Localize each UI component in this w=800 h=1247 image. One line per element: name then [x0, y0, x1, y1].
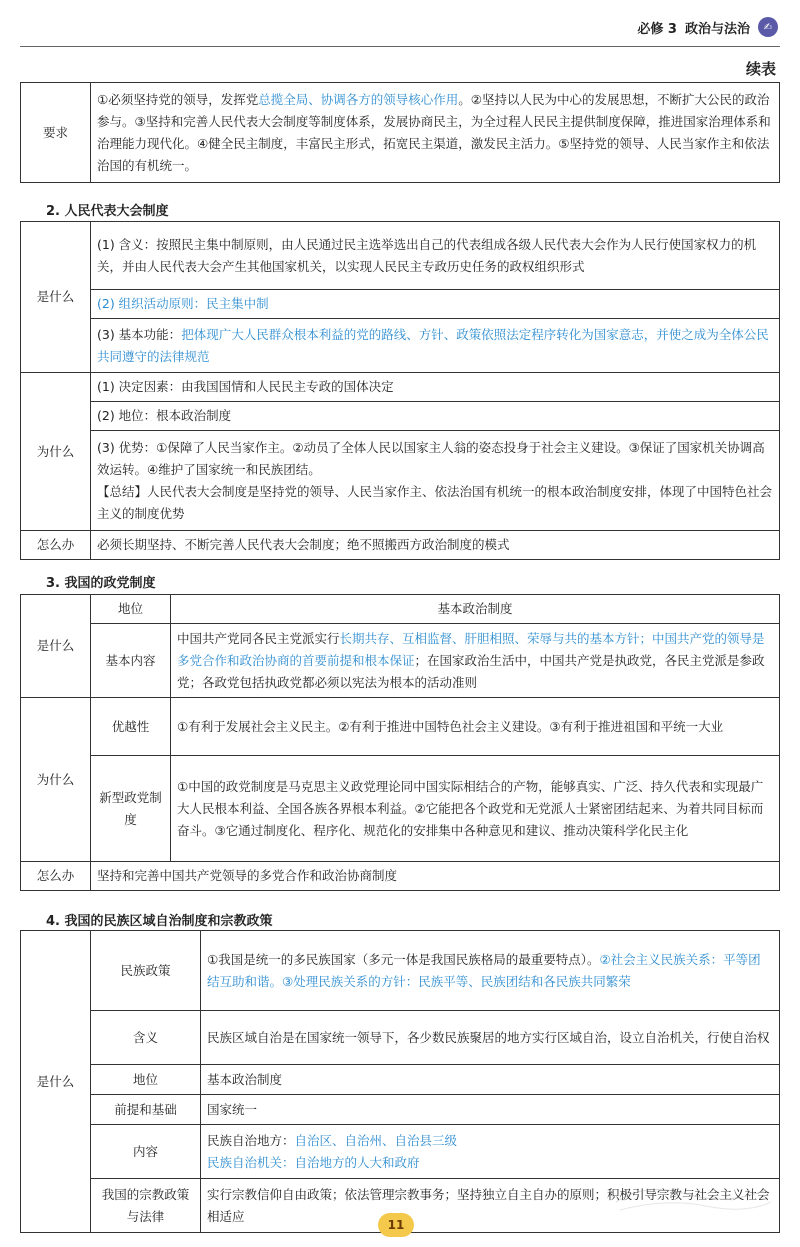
section4-title: 4. 我国的民族区域自治制度和宗教政策: [46, 914, 273, 929]
book-label: 必修 3: [637, 21, 677, 37]
ethnic-pos-text: 基本政治制度: [201, 1065, 780, 1095]
npc-what-label: 是什么: [21, 222, 91, 373]
religion-text: 实行宗教信仰自由政策；依法管理宗教事务；坚持独立自主自办的原则；积极引导宗教与社会主义社会相适应: [201, 1179, 780, 1233]
npc-factor: (1) 决定因素：由我国国情和人民民主专政的国体决定: [91, 373, 780, 402]
ethnic-what-label: 是什么: [21, 931, 91, 1233]
ethnic-content-label: 内容: [91, 1125, 201, 1179]
ethnic-content-text: 民族自治地方：自治区、自治州、自治县三级 民族自治机关：自治地方的人大和政府: [201, 1125, 780, 1179]
npc-table: [20, 221, 780, 560]
ethnic-pre-label: 前提和基础: [91, 1095, 201, 1125]
requirements-table: [20, 82, 780, 183]
npc-why-label: 为什么: [21, 373, 91, 531]
party-what-label: 是什么: [21, 595, 91, 698]
watermark-stamp-icon: [606, 1172, 776, 1220]
book-logo-icon: ✍: [758, 17, 778, 37]
npc-how-label: 怎么办: [21, 531, 91, 560]
party-new-text: ①中国的政党制度是马克思主义政党理论同中国实际相结合的产物，能够真实、广泛、持久代表和实现最广大人民根本利益、全国各族各界根本利益。②它能把各个政党和无党派人士紧密团结起来、为着共同目标而奋斗。③它通过制度化、程序化、规范化的安排集中各种意见和建议、推动决策科学化民主化: [171, 756, 780, 862]
party-system-table: [20, 594, 780, 891]
npc-advantage: (3) 优势：①保障了人民当家作主。②动员了全体人民以国家主人翁的姿态投身于社会主义建设。③保证了国家机关协调高效运转。④维护了国家统一和民族团结。 【总结】人民代表大会制度是坚持党的领导、人民当家作主、依法治国有机统一的根本政治制度安排，体现了中国特色社会主义的制度优势: [91, 431, 780, 531]
religion-label: 我国的宗教政策与法律: [91, 1179, 201, 1233]
ethnic-meaning-text: 民族区域自治是在国家统一领导下，各少数民族聚居的地方实行区域自治，设立自治机关，行使自治权: [201, 1011, 780, 1065]
section3-title: 3. 我国的政党制度: [46, 576, 156, 591]
npc-meaning: (1) 含义：按照民主集中制原则，由人民通过民主选举选出自己的代表组成各级人民代表大会作为人民行使国家权力的机关，并由人民代表大会产生其他国家机关，以实现人民民主专政历史任务的政权组织形式: [91, 222, 780, 290]
section2-title: 2. 人民代表大会制度: [46, 204, 169, 219]
party-how-label: 怎么办: [21, 862, 91, 891]
party-basic-content: 中国共产党同各民主党派实行长期共存、互相监督、肝胆相照、荣辱与共的基本方针；中国共产党的领导是多党合作和政治协商的首要前提和根本保证；在国家政治生活中，中国共产党是执政党，各民主党派是参政党；各政党包括执政党都必须以宪法为根本的活动准则: [171, 624, 780, 698]
party-how: 坚持和完善中国共产党领导的多党合作和政治协商制度: [91, 862, 780, 891]
party-new-label: 新型政党制度: [91, 756, 171, 862]
book-title: 政治与法治: [684, 21, 750, 37]
party-basic-label: 基本内容: [91, 624, 171, 698]
requirements-label: 要求: [21, 83, 91, 183]
ethnic-policy-text: ①我国是统一的多民族国家（多元一体是我国民族格局的最重要特点）。②社会主义民族关系：平等团结互助和谐。③处理民族关系的方针：民族平等、民族团结和各民族共同繁荣: [201, 931, 780, 1011]
npc-principle: (2) 组织活动原则：民主集中制: [91, 290, 780, 319]
continued-label: 续表: [745, 60, 776, 78]
ethnic-pos-label: 地位: [91, 1065, 201, 1095]
page-header: [637, 14, 778, 40]
npc-how: 必须长期坚持、不断完善人民代表大会制度；绝不照搬西方政治制度的模式: [91, 531, 780, 560]
header-divider: [20, 46, 780, 47]
requirements-text: ①必须坚持党的领导，发挥党总揽全局、协调各方的领导核心作用。②坚持以人民为中心的发展思想，不断扩大公民的政治参与。③坚持和完善人民代表大会制度等制度体系，发展协商民主，为全过程人民民主提供制度保障，推进国家治理体系和治理能力现代化。④健全民主制度，丰富民主形式，拓宽民主渠道，激发民主活力。⑤坚持党的领导、人民当家作主和依法治国的有机统一。: [91, 83, 780, 183]
ethnic-policy-label: 民族政策: [91, 931, 201, 1011]
page-number: 11: [378, 1213, 414, 1237]
party-pos-value: 基本政治制度: [171, 595, 780, 624]
npc-function: (3) 基本功能：把体现广大人民群众根本利益的党的路线、方针、政策依照法定程序转化为国家意志，并使之成为全体公民共同遵守的法律规范: [91, 319, 780, 373]
party-pos-header: 地位: [91, 595, 171, 624]
ethnic-pre-text: 国家统一: [201, 1095, 780, 1125]
party-adv-text: ①有利于发展社会主义民主。②有利于推进中国特色社会主义建设。③有利于推进祖国和平统一大业: [171, 698, 780, 756]
ethnic-meaning-label: 含义: [91, 1011, 201, 1065]
npc-status: (2) 地位：根本政治制度: [91, 402, 780, 431]
party-adv-label: 优越性: [91, 698, 171, 756]
party-why-label: 为什么: [21, 698, 91, 862]
